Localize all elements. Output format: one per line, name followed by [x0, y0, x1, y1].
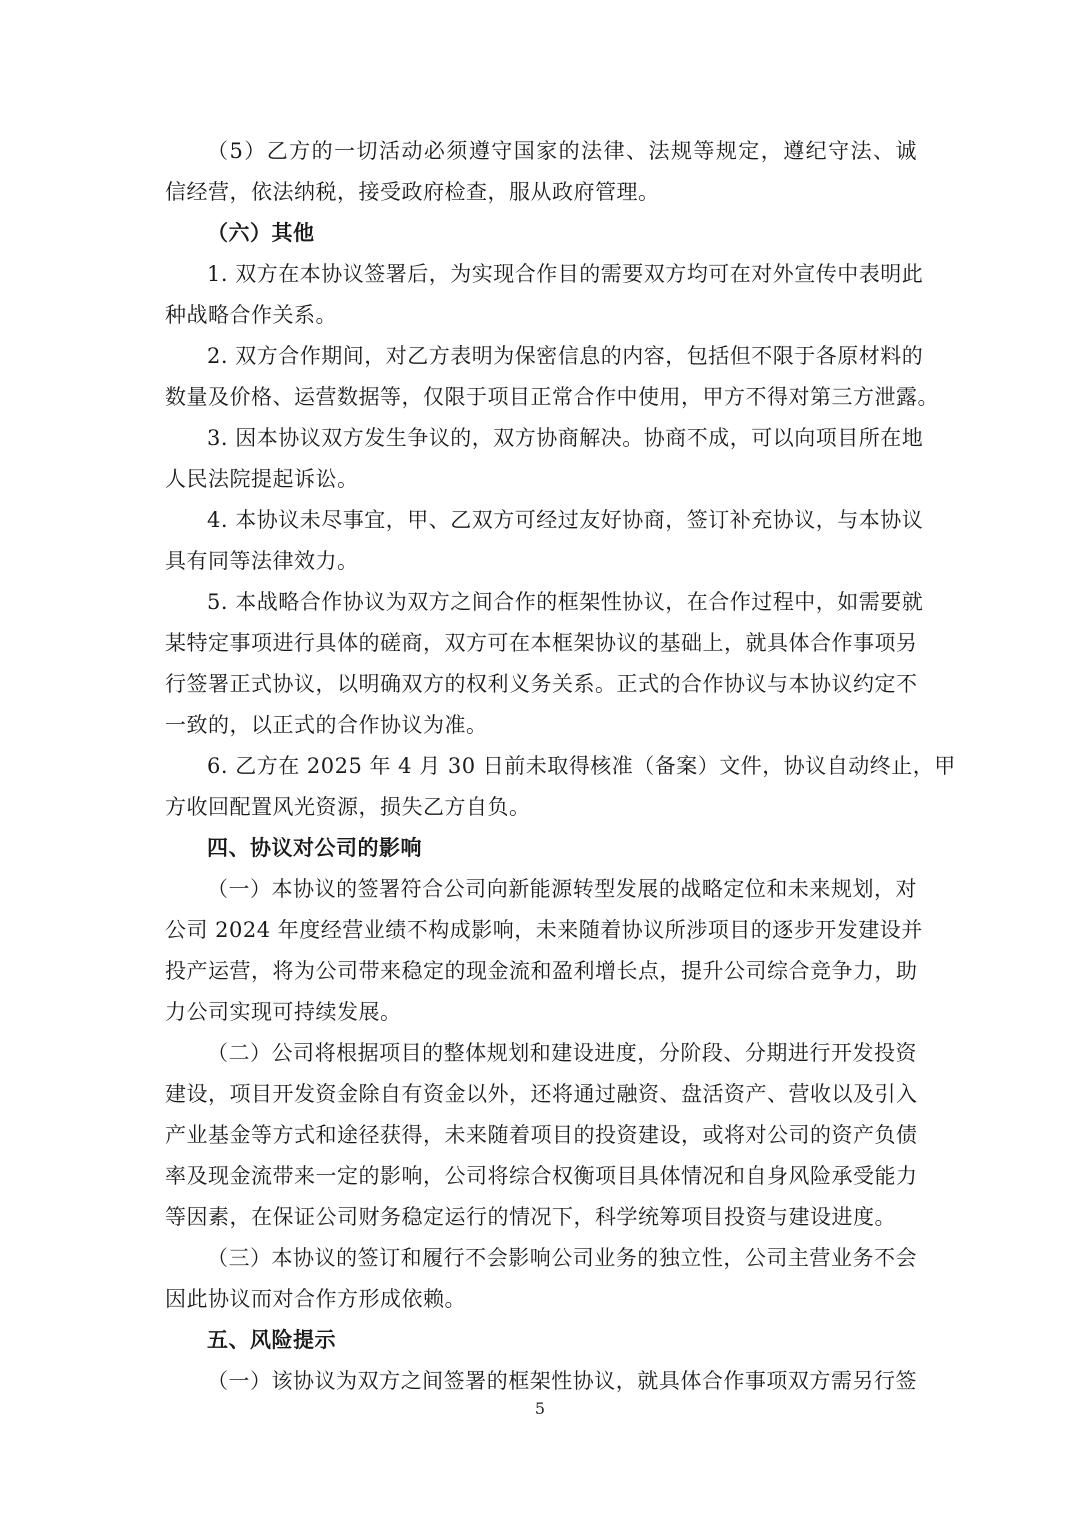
paragraph-5-line-2: 信经营，依法纳税，接受政府检查，服从政府管理。: [165, 180, 660, 204]
impact-2-line-4: 率及现金流带来一定的影响，公司将综合权衡项目具体情况和自身风险承受能力: [165, 1164, 918, 1188]
section-heading-impact: 四、协议对公司的影响: [207, 836, 422, 860]
impact-1-line-3: 投产运营，将为公司带来稳定的现金流和盈利增长点，提升公司综合竞争力，助: [165, 959, 918, 983]
impact-2-line-5: 等因素，在保证公司财务稳定运行的情况下，科学统筹项目投资与建设进度。: [165, 1205, 896, 1229]
item-2-line-2: 数量及价格、运营数据等，仅限于项目正常合作中使用，甲方不得对第三方泄露。: [165, 385, 939, 409]
item-3-line-2: 人民法院提起诉讼。: [165, 467, 359, 491]
item-1-line-1: 1. 双方在本协议签署后，为实现合作目的需要双方均可在对外宣传中表明此: [207, 262, 924, 286]
item-5-line-1: 5. 本战略合作协议为双方之间合作的框架性协议，在合作过程中，如需要就: [207, 590, 924, 614]
paragraph-5-line-1: （5）乙方的一切活动必须遵守国家的法律、法规等规定，遵纪守法、诚: [207, 139, 917, 163]
item-1-line-2: 种战略合作关系。: [165, 303, 337, 327]
item-3-line-1: 3. 因本协议双方发生争议的，双方协商解决。协商不成，可以向项目所在地: [207, 426, 924, 450]
page-number: 5: [534, 1399, 546, 1418]
impact-2-line-1: （二）公司将根据项目的整体规划和建设进度，分阶段、分期进行开发投资: [207, 1041, 917, 1065]
impact-2-line-2: 建设，项目开发资金除自有资金以外，还将通过融资、盘活资产、营收以及引入: [165, 1082, 918, 1106]
item-5-line-4: 一致的，以正式的合作协议为准。: [165, 713, 488, 737]
impact-1-line-2: 公司 2024 年度经营业绩不构成影响，未来随着协议所涉项目的逐步开发建设并: [165, 918, 923, 942]
item-6-line-1: 6. 乙方在 2025 年 4 月 30 日前未取得核准（备案）文件，协议自动终止，甲: [207, 754, 956, 778]
item-2-line-1: 2. 双方合作期间，对乙方表明为保密信息的内容，包括但不限于各原材料的: [207, 344, 924, 368]
impact-3-line-2: 因此协议而对合作方形成依赖。: [165, 1287, 466, 1311]
item-6-line-2: 方收回配置风光资源，损失乙方自负。: [165, 795, 531, 819]
risk-1-line-1: （一）该协议为双方之间签署的框架性协议，就具体合作事项双方需另行签: [207, 1369, 917, 1393]
impact-1-line-1: （一）本协议的签署符合公司向新能源转型发展的战略定位和未来规划，对: [207, 877, 917, 901]
impact-1-line-4: 力公司实现可持续发展。: [165, 1000, 402, 1024]
item-5-line-3: 行签署正式协议，以明确双方的权利义务关系。正式的合作协议与本协议约定不: [165, 672, 918, 696]
item-4-line-1: 4. 本协议未尽事宜，甲、乙双方可经过友好协商，签订补充协议，与本协议: [207, 508, 924, 532]
section-heading-other: （六）其他: [207, 221, 315, 245]
section-heading-risk: 五、风险提示: [207, 1328, 336, 1352]
item-4-line-2: 具有同等法律效力。: [165, 549, 359, 573]
item-5-line-2: 某特定事项进行具体的磋商，双方可在本框架协议的基础上，就具体合作事项另: [165, 631, 918, 655]
impact-2-line-3: 产业基金等方式和途径获得，未来随着项目的投资建设，或将对公司的资产负债: [165, 1123, 918, 1147]
impact-3-line-1: （三）本协议的签订和履行不会影响公司业务的独立性，公司主营业务不会: [207, 1246, 917, 1270]
